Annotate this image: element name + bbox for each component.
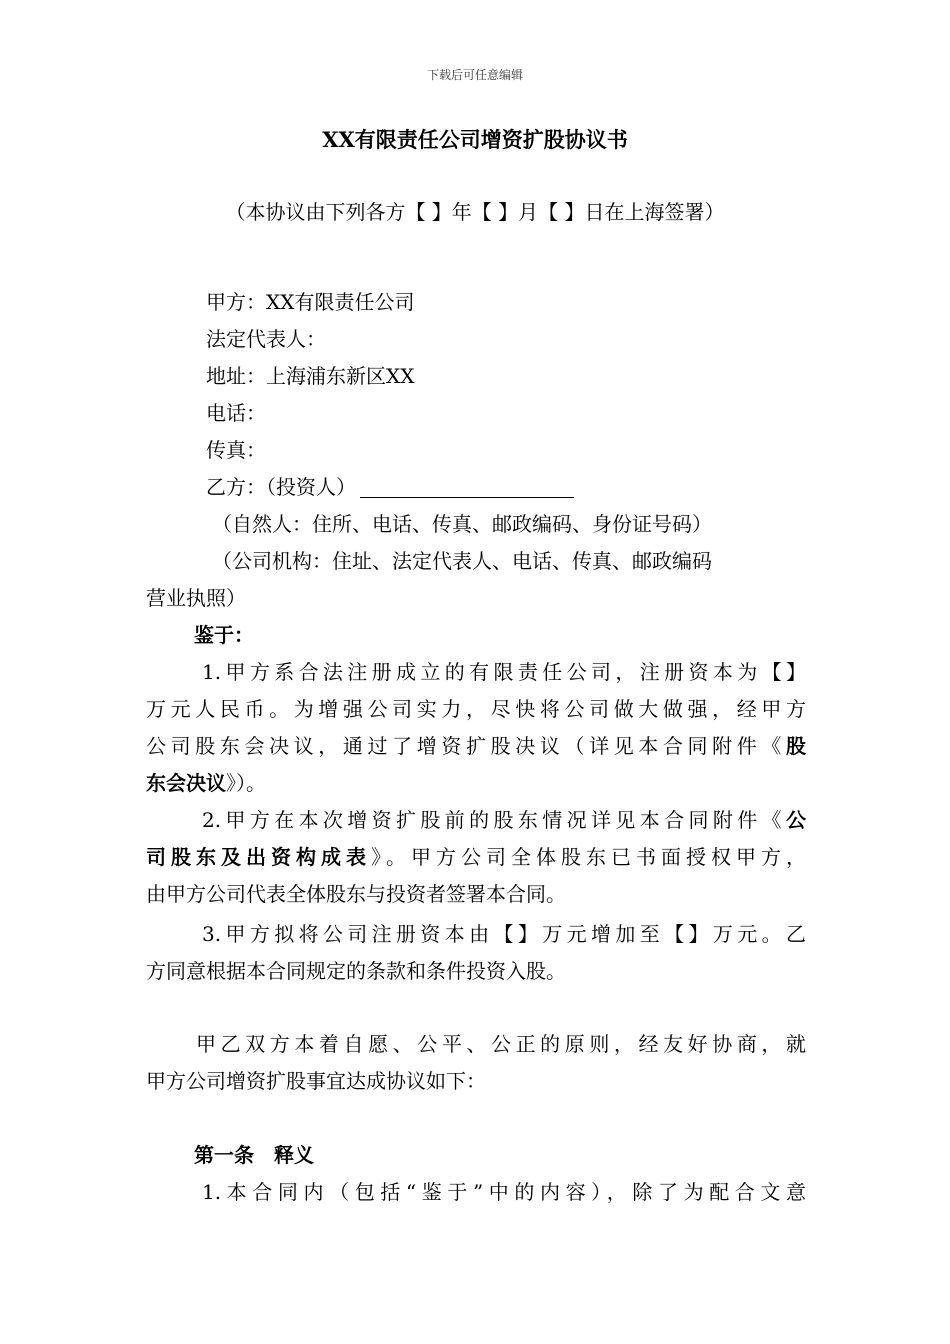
- whereas-p3-line2: 方同意根据本合同规定的条款和条件投资入股。: [146, 959, 566, 983]
- document-title: XX有限责任公司增资扩股协议书: [322, 127, 628, 152]
- article1-heading: 第一条 释义: [194, 1143, 314, 1167]
- whereas-p2-line3: 由甲方公司代表全体股东与投资者签署本合同。: [146, 882, 566, 906]
- whereas-p2-line1: [202, 806, 806, 834]
- whereas-p2-line2-text: 》。甲方公司全体股东已书面授权甲方，: [371, 845, 806, 869]
- document-subtitle: （本协议由下列各方【 】年【 】月【 】日在上海签署）: [225, 200, 725, 224]
- whereas-p2-line2-bold: 司股东及出资构成表: [146, 845, 371, 869]
- whereas-p1-line4: [146, 769, 266, 797]
- party-a-phone: 电话：: [206, 401, 266, 425]
- whereas-heading: 鉴于：: [194, 623, 254, 647]
- party-b-line: [206, 473, 574, 501]
- party-b-blank: [360, 477, 574, 498]
- whereas-p1-line4-text: 》）。: [226, 771, 266, 795]
- party-b-label: 乙方：（投资人）: [206, 475, 356, 499]
- whereas-p1-line1: 1.甲方系合法注册成立的有限责任公司，注册资本为【】: [202, 660, 806, 684]
- whereas-p1-line3-bold: 股: [786, 734, 806, 758]
- whereas-p1-line3: [146, 732, 806, 760]
- agreement-line2: 甲方公司增资扩股事宜达成协议如下：: [146, 1069, 486, 1093]
- party-a-address: 地址：上海浦东新区XX: [206, 364, 415, 388]
- party-b-corp-1: （公司机构：住址、法定代表人、电话、传真、邮政编码: [212, 549, 712, 573]
- agreement-line1: 甲乙双方本着自愿、公平、公正的原则，经友好协商，就: [196, 1032, 806, 1056]
- whereas-p2-line1-text: 2.甲方在本次增资扩股前的股东情况详见本合同附件《: [202, 808, 786, 832]
- whereas-p1-line3-text: 公司股东会决议，通过了增资扩股决议（详见本合同附件《: [146, 734, 786, 758]
- party-a-rep: 法定代表人：: [206, 327, 326, 351]
- whereas-p3-line1: 3.甲方拟将公司注册资本由【】万元增加至【】万元。乙: [202, 922, 806, 946]
- whereas-p2-line1-bold: 公: [786, 808, 806, 832]
- party-b-natural: （自然人：住所、电话、传真、邮政编码、身份证号码）: [212, 512, 712, 536]
- whereas-p1-line4-bold: 东会决议: [146, 771, 226, 795]
- party-a-name: 甲方：XX有限责任公司: [206, 290, 415, 314]
- whereas-p2-line2: [146, 843, 806, 871]
- article1-line1: 1.本合同内（包括“鉴于”中的内容），除了为配合文意: [202, 1180, 806, 1204]
- page-header: 下载后可任意编辑: [426, 68, 523, 82]
- party-b-corp-2: 营业执照）: [146, 586, 246, 610]
- whereas-p1-line2: 万元人民币。为增强公司实力，尽快将公司做大做强，经甲方: [146, 697, 806, 721]
- party-a-fax: 传真：: [206, 438, 266, 462]
